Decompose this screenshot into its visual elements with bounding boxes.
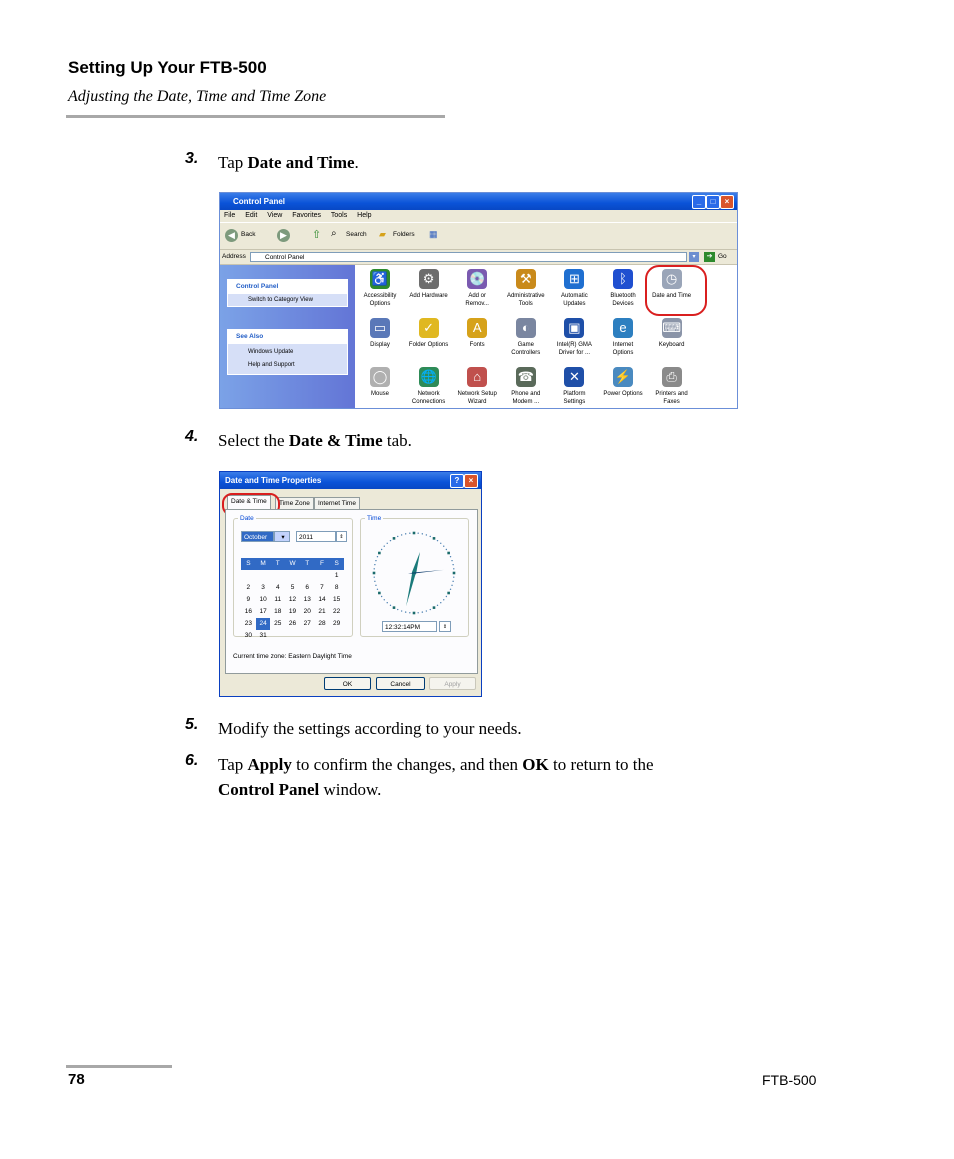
minute-tick — [426, 610, 427, 611]
calendar-day[interactable]: 29 — [333, 620, 341, 627]
minute-tick — [401, 534, 402, 535]
hour-tick — [413, 532, 416, 535]
year-spinner[interactable]: 2011 — [296, 531, 336, 542]
menu-tools[interactable]: Tools — [330, 212, 348, 219]
minute-tick — [377, 589, 378, 590]
cp-item-add-hardware[interactable] — [405, 269, 453, 300]
cp-item-bluetooth[interactable] — [599, 269, 647, 308]
step-text: Modify the settings according to your needs. — [218, 719, 522, 738]
hour-tick — [378, 592, 381, 595]
cp-item-platform[interactable] — [550, 367, 598, 406]
calendar-week — [241, 606, 344, 618]
minute-tick — [417, 533, 418, 534]
up-folder-icon[interactable]: ⇧ — [312, 229, 322, 241]
calendar-day[interactable]: 16 — [244, 608, 252, 615]
calendar-week — [241, 630, 344, 642]
calendar-day — [285, 570, 300, 582]
views-icon[interactable]: ▦ — [429, 229, 438, 239]
calendar-day[interactable]: 22 — [333, 608, 341, 615]
footer-rule — [66, 1065, 172, 1068]
platform-icon: ✕ — [564, 367, 584, 387]
fonts-icon: A — [467, 318, 487, 338]
cp-item-label: Platform — [563, 391, 586, 397]
month-dropdown-icon[interactable]: ▾ — [274, 531, 290, 542]
minute-tick — [374, 568, 375, 569]
minute-tick — [451, 585, 452, 586]
window-title: Control Panel — [233, 197, 286, 206]
calendar-day[interactable]: 31 — [259, 632, 267, 639]
calendar-week — [241, 618, 344, 630]
weekday-label: T — [305, 560, 310, 567]
calendar-day — [256, 570, 271, 582]
calendar-day — [300, 570, 315, 582]
step-text: Tap Date and Time. — [218, 153, 359, 172]
calendar-day — [241, 570, 256, 582]
minute-tick — [387, 543, 388, 544]
date-time-properties-dialog — [219, 471, 482, 697]
calendar-week — [241, 582, 344, 594]
minimize-icon[interactable]: _ — [692, 195, 706, 209]
weekday-label: T — [275, 560, 280, 567]
minute-tick — [387, 602, 388, 603]
cp-item-label: Network — [417, 391, 440, 397]
tab-date-time[interactable]: Date & Time — [227, 495, 271, 509]
page-number: 78 — [68, 1071, 85, 1088]
minute-tick — [390, 540, 391, 541]
hour-tick — [433, 537, 436, 540]
minute-tick — [374, 576, 375, 577]
cp-item-label: Faxes — [663, 399, 680, 405]
cp-item-label: Updates — [563, 301, 586, 307]
current-time-zone — [233, 653, 352, 660]
cp-item-internet[interactable] — [599, 318, 647, 357]
cp-item-label: Devices — [612, 301, 634, 307]
dialog-title: Date and Time Properties — [225, 476, 322, 485]
minute-tick — [377, 556, 378, 557]
date-group — [233, 515, 353, 637]
switch-category-view-link[interactable]: Switch to Category View — [228, 294, 347, 306]
minute-tick — [409, 533, 410, 534]
close-icon[interactable]: × — [720, 195, 734, 209]
printers-and-icon: ⎙ — [662, 367, 682, 387]
time-legend: Time — [367, 515, 382, 522]
folders-icon[interactable]: ▰ — [379, 229, 386, 239]
calendar-day — [270, 630, 285, 642]
hour-tick — [413, 612, 416, 615]
cp-item-label: Automatic — [561, 293, 588, 299]
month-select[interactable]: October — [241, 531, 274, 542]
menu-bar — [220, 210, 737, 222]
menu-help[interactable]: Help — [357, 212, 372, 219]
calendar-day — [300, 630, 315, 642]
mouse-icon: ◯ — [370, 367, 390, 387]
cp-item-label: Keyboard — [658, 342, 685, 348]
month-calendar[interactable] — [241, 558, 344, 642]
forward-arrow-icon[interactable]: ▶ — [277, 229, 290, 242]
weekday-label: M — [260, 560, 266, 567]
calendar-day[interactable]: 15 — [333, 596, 341, 603]
calendar-day — [315, 570, 330, 582]
cp-item-label: Options — [612, 350, 634, 356]
hour-tick — [393, 537, 396, 540]
see-also-box — [227, 329, 348, 375]
calendar-day[interactable]: 20 — [303, 608, 311, 615]
minute-tick — [446, 549, 447, 550]
menu-favorites[interactable]: Favorites — [292, 212, 322, 219]
tab-panel — [225, 509, 478, 674]
cp-item-automatic[interactable] — [550, 269, 598, 308]
go-arrow-icon[interactable]: ➔ — [704, 252, 715, 262]
calendar-day[interactable]: 7 — [320, 584, 324, 591]
tab-internet-time[interactable]: Internet Time — [314, 497, 360, 509]
cp-item-label: Game — [517, 342, 534, 348]
task-pane — [220, 265, 355, 408]
calendar-day[interactable]: 18 — [274, 608, 282, 615]
calendar-week — [241, 594, 344, 606]
cp-item-folder-options[interactable] — [405, 318, 453, 349]
calendar-day[interactable]: 9 — [246, 596, 251, 603]
cp-item-label: Internet — [612, 342, 634, 348]
calendar-day[interactable]: 26 — [288, 620, 297, 627]
cp-item-label: Connections — [411, 399, 446, 405]
minute-tick — [451, 560, 452, 561]
time-input[interactable]: 12:32:14PM — [382, 621, 437, 632]
minute-tick — [430, 536, 431, 537]
menu-edit[interactable]: Edit — [245, 212, 258, 219]
minute-tick — [422, 611, 423, 612]
close-icon[interactable]: × — [464, 474, 478, 488]
header-rule — [66, 115, 445, 118]
cp-item-label: Wizard — [467, 399, 487, 405]
intel-r-gma-icon: ▣ — [564, 318, 584, 338]
task-box-title: Control Panel — [228, 280, 347, 294]
minute-tick — [426, 534, 427, 535]
minute-tick — [409, 612, 410, 613]
minute-tick — [381, 549, 382, 550]
time-zone-label: Current time zone: — [233, 653, 287, 660]
cp-item-label: Driver for ... — [558, 350, 591, 356]
calendar-day[interactable]: 24 — [256, 618, 271, 630]
cp-item-label: Add or — [468, 293, 487, 299]
minute-tick — [375, 560, 376, 561]
calendar-day[interactable]: 30 — [244, 632, 252, 639]
go-button[interactable]: Go — [718, 253, 727, 260]
minute-tick — [405, 611, 406, 612]
minute-tick — [450, 556, 451, 557]
minute-tick — [453, 568, 454, 569]
minute-tick — [374, 564, 375, 565]
control-panel-task-box — [227, 279, 348, 307]
calendar-day[interactable]: 17 — [259, 608, 267, 615]
back-button[interactable]: Back — [241, 231, 256, 238]
step-text: Tap Apply to confirm the changes, and then OK to return to the Control Panel window. — [218, 755, 654, 799]
calendar-day — [329, 630, 344, 642]
minute-tick — [374, 581, 375, 582]
hour-tick — [453, 572, 456, 575]
hour-tick — [378, 552, 381, 555]
address-bar — [220, 250, 737, 265]
minute-tick — [443, 599, 444, 600]
calendar-day[interactable]: 28 — [318, 620, 326, 627]
minute-tick — [437, 540, 438, 541]
date-legend: Date — [240, 515, 254, 522]
minute-tick — [422, 533, 423, 534]
calendar-day[interactable]: 21 — [318, 608, 326, 615]
add-or-icon: 💿 — [467, 269, 487, 289]
running-header-subtitle: Adjusting the Date, Time and Time Zone — [68, 88, 327, 105]
calendar-day[interactable]: 5 — [290, 584, 295, 591]
cp-item-add-or[interactable] — [453, 269, 501, 308]
toolbar — [220, 222, 737, 250]
minute-tick — [384, 546, 385, 547]
phone-and-icon: ☎ — [516, 367, 536, 387]
time-group — [360, 515, 469, 637]
cp-item-label: Date and Time — [652, 293, 692, 299]
calendar-day — [285, 630, 300, 642]
calendar-day[interactable]: 4 — [275, 584, 280, 591]
cp-item-label: Modem ... — [512, 399, 540, 405]
hour-tick — [393, 606, 396, 609]
date-and-time-icon: ◷ — [662, 269, 682, 289]
calendar-day[interactable]: 10 — [259, 596, 267, 603]
keyboard-icon: ⌨ — [662, 318, 682, 338]
control-panel-body — [220, 265, 737, 408]
accessibility-icon: ♿ — [370, 269, 390, 289]
search-icon[interactable]: ⌕ — [331, 228, 337, 239]
step-number: 4. — [185, 428, 199, 445]
add-hardware-icon: ⚙ — [419, 269, 439, 289]
minute-tick — [375, 585, 376, 586]
cp-item-label: Power Options — [603, 391, 643, 397]
cp-item-label: Intel(R) GMA — [556, 342, 592, 348]
minute-tick — [381, 596, 382, 597]
cp-item-label: Controllers — [511, 350, 541, 356]
weekday-header — [241, 558, 344, 570]
minute-tick — [384, 599, 385, 600]
tab-time-zone[interactable]: Time Zone — [275, 497, 314, 509]
time-zone-value: Eastern Daylight Time — [288, 653, 352, 660]
menu-file[interactable]: File — [224, 212, 236, 219]
power-options-icon: ⚡ — [613, 367, 633, 387]
display-icon: ▭ — [370, 318, 390, 338]
apply-button[interactable]: Apply — [429, 677, 476, 690]
calendar-day[interactable]: 13 — [303, 596, 311, 603]
cp-item-label: Display — [370, 342, 390, 348]
help-icon[interactable]: ? — [450, 474, 464, 488]
minute-tick — [390, 605, 391, 606]
minute-tick — [437, 605, 438, 606]
calendar-day[interactable]: 12 — [288, 596, 297, 603]
ok-button[interactable]: OK — [324, 677, 371, 690]
cp-item-display[interactable] — [356, 318, 404, 349]
address-label: Address — [222, 253, 246, 260]
automatic-icon: ⊞ — [564, 269, 584, 289]
hour-tick — [447, 592, 450, 595]
cancel-button[interactable]: Cancel — [376, 677, 425, 690]
cp-item-game[interactable] — [502, 318, 550, 357]
administrative-icon: ⚒ — [516, 269, 536, 289]
cp-item-intel-r-gma[interactable] — [550, 318, 598, 357]
step-number: 3. — [185, 150, 199, 167]
address-dropdown-icon[interactable]: ▾ — [689, 252, 699, 262]
see-also-title: See Also — [228, 330, 347, 344]
calendar-week — [241, 570, 344, 582]
minute-tick — [397, 609, 398, 610]
calendar-day[interactable]: 6 — [305, 584, 310, 591]
year-spin-icon[interactable]: ⇕ — [336, 531, 347, 542]
minute-tick — [397, 536, 398, 537]
minute-tick — [453, 576, 454, 577]
cp-item-label: Add Hardware — [409, 293, 448, 299]
minute-tick — [443, 546, 444, 547]
cp-item-power-options[interactable] — [599, 367, 647, 398]
back-arrow-icon[interactable]: ◀ — [225, 229, 238, 242]
cp-item-accessibility[interactable] — [356, 269, 404, 308]
footer-product: FTB-500 — [762, 1072, 817, 1088]
minute-tick — [430, 609, 431, 610]
bluetooth-icon: ᛒ — [613, 269, 633, 289]
maximize-icon[interactable]: □ — [706, 195, 720, 209]
cp-item-printers-and[interactable] — [648, 367, 696, 406]
cp-item-phone-and[interactable] — [502, 367, 550, 406]
calendar-day — [270, 570, 285, 582]
cp-item-label: Phone and — [511, 391, 541, 397]
folders-button[interactable]: Folders — [393, 231, 415, 238]
calendar-day[interactable]: 27 — [303, 620, 311, 627]
cp-item-fonts[interactable] — [453, 318, 501, 349]
calendar-day[interactable]: 23 — [244, 620, 252, 627]
cp-item-label: Network Setup — [457, 391, 497, 397]
analog-clock — [364, 526, 464, 620]
cp-item-label: Administrative — [506, 293, 545, 299]
calendar-day[interactable]: 25 — [274, 620, 282, 627]
folder-options-icon: ✓ — [419, 318, 439, 338]
game-icon: ◐ — [516, 318, 536, 338]
cp-item-label: Bluetooth — [610, 293, 636, 299]
calendar-day[interactable]: 2 — [246, 584, 251, 591]
weekday-label: W — [289, 560, 296, 567]
search-button[interactable]: Search — [346, 231, 367, 238]
menu-view[interactable]: View — [267, 212, 283, 219]
calendar-day — [315, 630, 330, 642]
minute-tick — [417, 612, 418, 613]
cp-item-label: Mouse — [370, 391, 389, 397]
network-setup-icon: ⌂ — [467, 367, 487, 387]
cp-item-label: Folder Options — [408, 342, 449, 348]
dialog-titlebar — [220, 472, 481, 489]
weekday-label: S — [246, 560, 251, 567]
cp-item-keyboard[interactable] — [648, 318, 696, 349]
step-number: 5. — [185, 716, 199, 733]
step-number: 6. — [185, 752, 199, 769]
control-panel-titlebar — [220, 193, 737, 210]
weekday-label: F — [319, 560, 324, 567]
hour-tick — [447, 552, 450, 555]
address-value: Control Panel — [265, 254, 305, 261]
minute-tick — [440, 602, 441, 603]
calendar-day[interactable]: 1 — [334, 572, 339, 579]
weekday-label: S — [334, 560, 339, 567]
cp-item-administrative[interactable] — [502, 269, 550, 308]
cp-item-label: Printers and — [655, 391, 688, 397]
hour-tick — [433, 606, 436, 609]
control-panel-screenshot — [219, 192, 738, 409]
calendar-day[interactable]: 14 — [318, 596, 326, 603]
date-and-time-highlight — [645, 265, 707, 316]
cp-item-label: Settings — [563, 399, 586, 405]
calendar-day[interactable]: 11 — [274, 596, 282, 603]
step-text: Select the Date & Time tab. — [218, 431, 412, 450]
cp-item-network-setup[interactable] — [453, 367, 501, 406]
cp-item-label: Tools — [518, 301, 533, 307]
minute-tick — [452, 581, 453, 582]
calendar-day[interactable]: 19 — [288, 608, 297, 615]
cp-item-network[interactable] — [405, 367, 453, 406]
time-spin-icon[interactable]: ⇕ — [439, 621, 451, 632]
cp-item-label: Fonts — [469, 342, 485, 348]
minute-tick — [401, 610, 402, 611]
minute-tick — [440, 543, 441, 544]
address-input[interactable] — [250, 252, 687, 262]
minute-tick — [450, 589, 451, 590]
minute-tick — [452, 564, 453, 565]
internet-icon: e — [613, 318, 633, 338]
hour-tick — [373, 572, 376, 575]
calendar-day[interactable]: 8 — [334, 584, 339, 591]
cp-item-mouse[interactable] — [356, 367, 404, 398]
cp-item-label: Remov... — [465, 301, 489, 307]
calendar-day[interactable]: 3 — [261, 584, 265, 591]
help-support-link[interactable]: Help and Support — [228, 359, 347, 374]
network-icon: 🌐 — [419, 367, 439, 387]
cp-item-label: Accessibility — [363, 293, 397, 299]
cp-item-label: Options — [369, 301, 391, 307]
minute-tick — [446, 596, 447, 597]
minute-tick — [405, 533, 406, 534]
running-header-title: Setting Up Your FTB-500 — [68, 58, 267, 77]
windows-update-link[interactable]: Windows Update — [228, 344, 347, 359]
